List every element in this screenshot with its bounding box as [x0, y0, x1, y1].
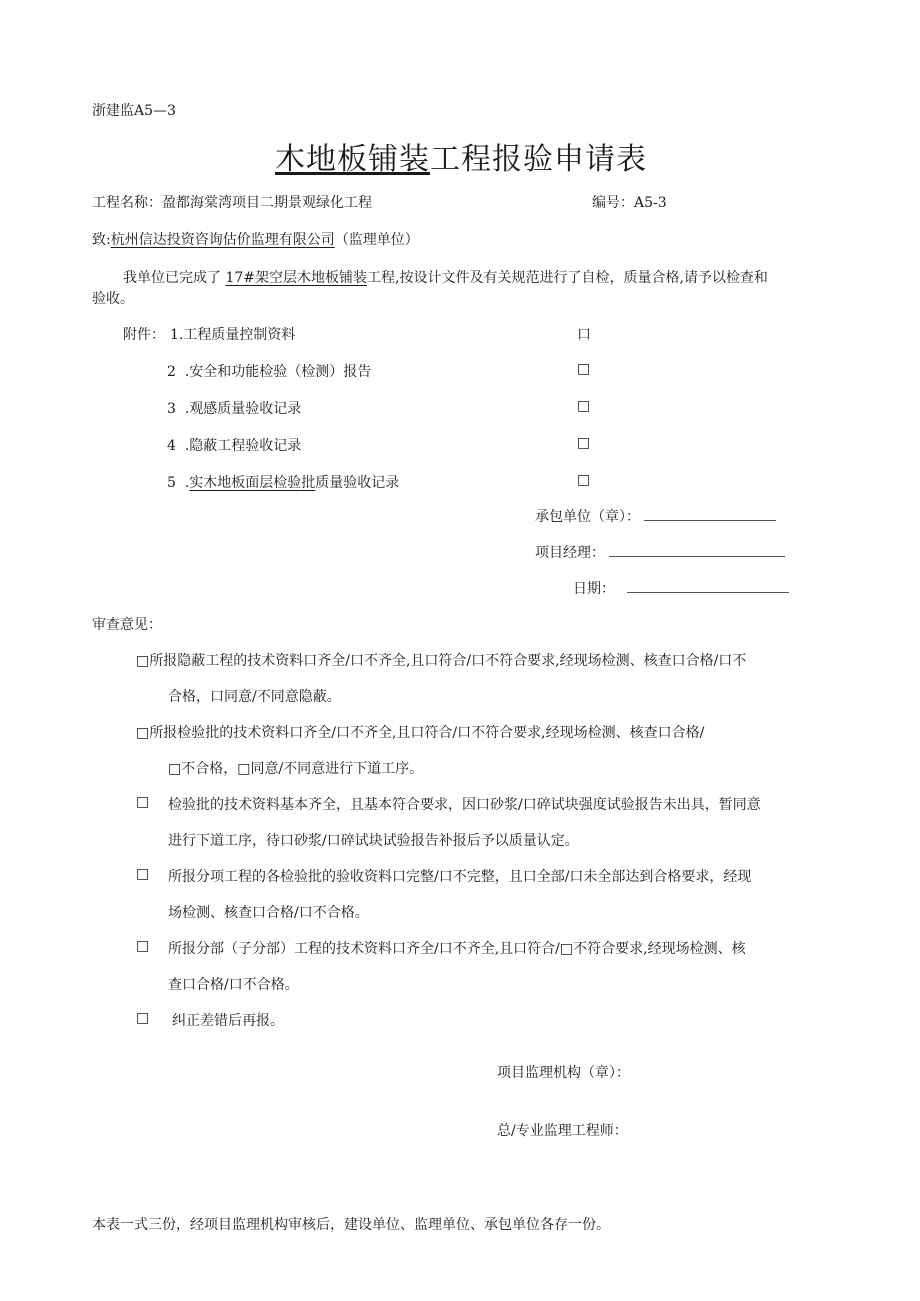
manager-signature-field[interactable] — [609, 542, 785, 557]
project-number: A5-3 — [634, 195, 667, 211]
checkbox[interactable]: □ — [136, 653, 150, 669]
attachment-num: 3 — [167, 401, 176, 417]
checkbox[interactable]: □ — [577, 361, 591, 377]
title-underlined: 木地板铺装 — [275, 142, 430, 177]
review-option-text: 所报隐蔽工程的技术资料口齐全/口不齐全,且口符合/口不符合要求,经现场检测、核查口合格/口不 — [149, 653, 747, 669]
review-option-5-cont: 查口合格/口不合格。 — [168, 977, 299, 993]
checkbox[interactable]: □ — [136, 794, 150, 810]
review-option-3: 检验批的技术资料基本齐全，且基本符合要求，因口砂浆/口碎试块强度试验报告未出具，暂同意 — [168, 797, 761, 813]
review-option-text: 所报检验批的技术资料口齐全/口不齐全,且口符合/口不符合要求,经现场检测、核查口合格/ — [149, 725, 705, 741]
attachment-text: 工程质量控制资料 — [183, 327, 296, 343]
attachment-num: 1. — [170, 327, 184, 343]
number-label: 编号： — [592, 195, 634, 211]
review-option-5 — [168, 938, 746, 958]
review-option-6: 纠正差错后再报。 — [172, 1013, 284, 1029]
checkbox[interactable]: 口 — [577, 327, 591, 343]
addressee-suffix: （监理单位） — [334, 232, 419, 248]
project-number-row — [592, 192, 667, 212]
review-option-1 — [136, 650, 746, 670]
attachment-item — [167, 361, 371, 381]
review-option-text: 不符合要求,经现场检测、核 — [573, 941, 746, 957]
statement-item: 17#架空层木地板铺装 — [225, 270, 367, 286]
checkbox[interactable]: □ — [577, 435, 591, 451]
attachment-text: .隐蔽工程验收记录 — [184, 438, 302, 454]
checkbox[interactable]: □ — [136, 938, 150, 954]
statement-part2: 工程,按设计文件及有关规范进行了自检，质量合格,请予以检查和 — [367, 270, 768, 286]
attachments-label: 附件： — [123, 327, 165, 343]
attachment-text-after: 质量验收记录 — [315, 475, 400, 491]
contractor-seal-row — [535, 506, 776, 526]
review-option-text: 所报分部（子分部）工程的技术资料口齐全/口不齐全,且口符合/ — [168, 941, 560, 957]
review-option-text: 同意/不同意进行下道工序。 — [250, 761, 424, 777]
checkbox[interactable]: □ — [577, 472, 591, 488]
contractor-seal-field[interactable] — [644, 506, 776, 521]
review-option-4-cont: 场检测、核查口合格/口不合格。 — [168, 905, 369, 921]
checkbox[interactable]: □ — [559, 941, 574, 957]
project-name-row — [92, 192, 372, 212]
review-option-2 — [136, 722, 704, 742]
attachment-num: 2 — [167, 364, 176, 380]
date-row — [573, 578, 789, 598]
manager-row — [535, 542, 785, 562]
checkbox[interactable]: □ — [136, 725, 150, 741]
statement-line1 — [123, 267, 768, 287]
attachment-text: .观感质量验收记录 — [184, 401, 302, 417]
project-name: 盈都海棠湾项目二期景观绿化工程 — [162, 195, 372, 211]
checkbox[interactable]: □ — [136, 866, 150, 882]
attachment-item — [167, 398, 301, 418]
supervision-org-label: 项目监理机构（章）： — [497, 1065, 630, 1081]
review-option-1-cont: 合格，口同意/不同意隐蔽。 — [168, 689, 341, 705]
footer-note: 本表一式三份，经项目监理机构审核后，建设单位、监理单位、承包单位各存一份。 — [92, 1217, 610, 1233]
attachment-text-underlined: 实木地板面层检验批 — [189, 475, 316, 491]
page-title — [275, 134, 647, 178]
checkbox[interactable]: □ — [237, 761, 251, 777]
addressee-prefix: 致: — [92, 232, 111, 248]
addressee-row — [92, 229, 419, 249]
attachment-num: 5 — [167, 475, 176, 491]
contractor-label: 承包单位（章）： — [535, 509, 640, 525]
project-label: 工程名称： — [92, 195, 162, 211]
form-code: 浙建监A5—3 — [92, 103, 176, 119]
review-option-text: 不合格， — [181, 761, 238, 777]
supervisor-org: 杭州信达投资咨询估价监理有限公司 — [110, 232, 335, 248]
attachment-item — [170, 324, 295, 344]
attachment-text: . — [184, 475, 190, 491]
statement-line2: 验收。 — [92, 291, 134, 307]
title-rest: 工程报验申请表 — [430, 142, 647, 177]
attachment-num: 4 — [167, 438, 176, 454]
review-option-2-cont — [168, 758, 423, 778]
attachment-item — [167, 472, 399, 492]
review-option-4: 所报分项工程的各检验批的验收资料口完整/口不完整，且口全部/口未全部达到合格要求，经现 — [168, 869, 752, 885]
attachment-item — [167, 435, 301, 455]
supervision-engineer-label: 总/专业监理工程师： — [497, 1123, 628, 1139]
review-option-3-cont: 进行下道工序，待口砂浆/口碎试块试验报告补报后予以质量认定。 — [168, 833, 579, 849]
manager-label: 项目经理： — [535, 545, 605, 561]
checkbox[interactable]: □ — [136, 1010, 150, 1026]
attachment-text: .安全和功能检验（检测）报告 — [184, 364, 372, 380]
statement-part1: 我单位已完成了 — [123, 270, 226, 286]
checkbox[interactable]: □ — [168, 761, 182, 777]
date-label: 日期： — [573, 581, 615, 597]
checkbox[interactable]: □ — [577, 398, 591, 414]
review-label: 审查意见： — [92, 617, 162, 633]
date-field[interactable] — [627, 578, 789, 593]
